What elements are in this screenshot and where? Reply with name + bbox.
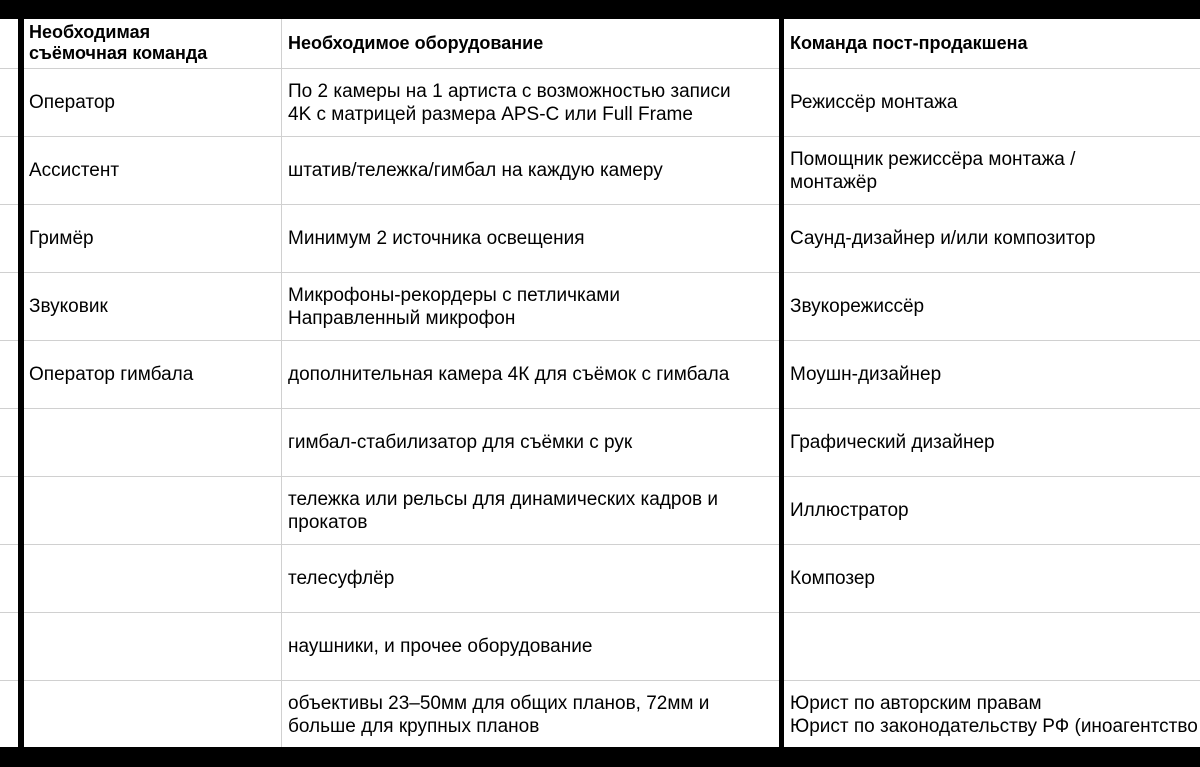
cell-post-production[interactable]: [784, 273, 1200, 341]
row-header-stub: [0, 137, 18, 205]
cell-equipment[interactable]: [282, 273, 779, 341]
row-header-stub: [0, 19, 18, 69]
cell-crew[interactable]: [24, 341, 282, 409]
cell-post-production-text: Иллюстратор: [790, 500, 909, 521]
cell-crew[interactable]: [24, 137, 282, 205]
cell-post-production[interactable]: [784, 545, 1200, 613]
cell-post-production-text: Композер: [790, 568, 875, 589]
cell-crew-text: Звуковик: [29, 296, 108, 317]
cell-equipment-text: штатив/тележка/гимбал на каждую камеру: [288, 160, 663, 181]
header-equipment[interactable]: [282, 19, 779, 69]
cell-crew[interactable]: [24, 477, 282, 545]
cell-equipment[interactable]: [282, 545, 779, 613]
cell-crew[interactable]: [24, 273, 282, 341]
header-post-production-text: Команда пост-продакшена: [790, 33, 1028, 53]
cell-equipment[interactable]: [282, 137, 779, 205]
row-header-stub: [0, 273, 18, 341]
cell-crew[interactable]: [24, 613, 282, 681]
cell-equipment-text: дополнительная камера 4К для съёмок с гимбала: [288, 364, 730, 385]
row-header-stub: [0, 477, 18, 545]
cell-post-production[interactable]: [784, 681, 1200, 747]
cell-equipment-text: Микрофоны-рекордеры с петличками Направленный микрофон: [288, 284, 620, 329]
header-equipment-text: Необходимое оборудование: [288, 33, 544, 53]
cell-equipment-text: Минимум 2 источника освещения: [288, 228, 585, 249]
row-header-stub: [0, 409, 18, 477]
cell-crew-text: Ассистент: [29, 160, 120, 181]
row-header-stub: [0, 341, 18, 409]
cell-crew[interactable]: [24, 69, 282, 137]
cell-equipment[interactable]: [282, 341, 779, 409]
row-header-stub: [0, 613, 18, 681]
cell-post-production-text: Помощник режиссёра монтажа / монтажёр: [790, 148, 1076, 193]
header-crew-text: Необходимая съёмочная команда: [29, 22, 208, 63]
cell-equipment[interactable]: [282, 613, 779, 681]
cell-post-production-text: Режиссёр монтажа: [790, 92, 958, 113]
cell-crew-text: Оператор гимбала: [29, 364, 194, 385]
cell-crew[interactable]: [24, 681, 282, 747]
cell-equipment[interactable]: [282, 205, 779, 273]
cell-equipment-text: По 2 камеры на 1 артиста с возможностью записи 4K с матрицей размера APS-C или Full Frame: [288, 80, 731, 125]
cell-crew[interactable]: [24, 409, 282, 477]
spreadsheet-table: [0, 19, 1200, 747]
cell-crew-text: Оператор: [29, 92, 115, 113]
cell-crew[interactable]: [24, 545, 282, 613]
cell-equipment[interactable]: [282, 409, 779, 477]
cell-post-production-text: Звукорежиссёр: [790, 296, 925, 317]
cell-post-production[interactable]: [784, 477, 1200, 545]
header-crew[interactable]: [24, 19, 282, 69]
cell-post-production[interactable]: [784, 205, 1200, 273]
cell-equipment-text: гимбал-стабилизатор для съёмки с рук: [288, 432, 633, 453]
row-header-stub: [0, 205, 18, 273]
row-header-stub: [0, 545, 18, 613]
bottom-border: [0, 747, 1200, 767]
cell-post-production[interactable]: [784, 69, 1200, 137]
cell-crew-text: Гримёр: [29, 228, 94, 249]
column-divider-right: [779, 19, 784, 747]
cell-post-production-text: Саунд-дизайнер и/или композитор: [790, 228, 1096, 249]
cell-equipment-text: объективы 23–50мм для общих планов, 72мм и больше для крупных планов: [288, 692, 710, 737]
cell-equipment-text: наушники, и прочее оборудование: [288, 636, 593, 657]
cell-crew[interactable]: [24, 205, 282, 273]
cell-post-production[interactable]: [784, 137, 1200, 205]
row-header-stub: [0, 69, 18, 137]
header-post-production[interactable]: [784, 19, 1200, 69]
cell-equipment[interactable]: [282, 69, 779, 137]
cell-equipment-text: телесуфлёр: [288, 568, 395, 589]
row-header-stub: [0, 681, 18, 747]
cell-equipment[interactable]: [282, 477, 779, 545]
cell-equipment-text: тележка или рельсы для динамических кадров и прокатов: [288, 488, 719, 533]
cell-post-production-text: Юрист по авторским правам Юрист по законодательству РФ (иноагентство: [790, 692, 1198, 737]
column-divider-left: [18, 19, 24, 747]
cell-post-production[interactable]: [784, 341, 1200, 409]
cell-post-production[interactable]: [784, 613, 1200, 681]
cell-post-production-text: Графический дизайнер: [790, 432, 995, 453]
cell-equipment[interactable]: [282, 681, 779, 747]
cell-post-production-text: Моушн-дизайнер: [790, 364, 942, 385]
cell-post-production[interactable]: [784, 409, 1200, 477]
